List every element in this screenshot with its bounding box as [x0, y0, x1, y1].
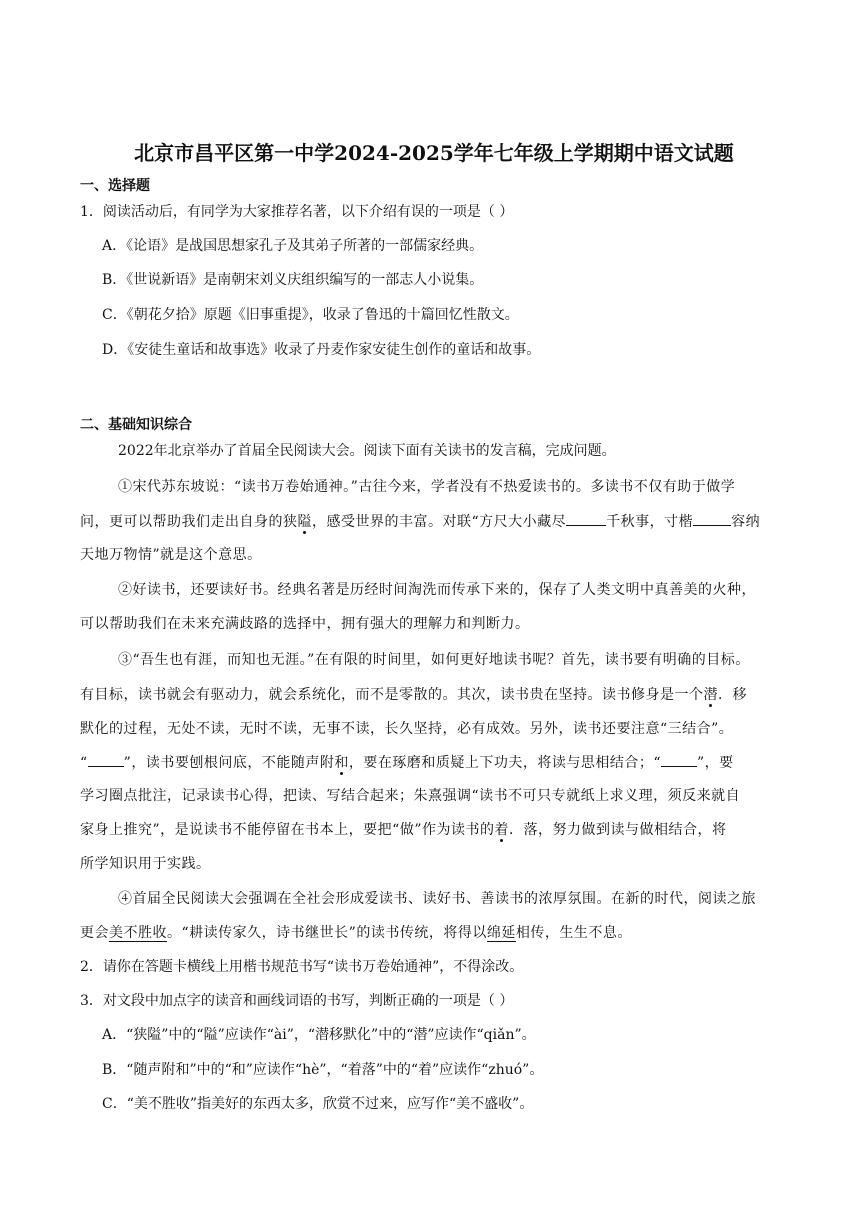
question-2-stem: 2．请你在答题卡横线上用楷书规范书写“读书万卷始通神”，不得涂改。: [80, 959, 524, 975]
passage-p3-line4: [80, 752, 788, 773]
p3-quote-open: “: [80, 755, 88, 771]
question-3-stem: 3．对文段中加点字的读音和画线词语的书写，判断正确的一项是（ ）: [80, 993, 514, 1009]
p1-text-b: ，感受世界的丰富。对联“方尺大小藏尽: [312, 514, 567, 530]
passage-p3-line2: [80, 685, 788, 705]
blank-1: [566, 511, 606, 526]
exam-title: 北京市昌平区第一中学2024-2025学年七年级上学期期中语文试题: [134, 141, 734, 165]
passage-p3-line1: ③“吾生也有涯，而知也无涯。”在有限的时间里，如何更好地读书呢？首先，读书要有明确的目标。: [118, 652, 750, 668]
q1-option-d: D．《安徒生童话和故事选》收录了丹麦作家安徒生创作的童话和故事。: [102, 342, 541, 358]
passage-p3-line6: [80, 820, 788, 840]
underlined-mianyan: 绵延: [486, 925, 516, 941]
p1-text-a: 问，更可以帮助我们走出自身的狭: [80, 514, 298, 530]
passage-p2-line2: 可以帮助我们在未来充满歧路的选择中，拥有强大的理解力和判断力。: [80, 616, 530, 632]
p3-text-f: 家身上推究”，是说读书不能停留在书本上，要把“做”作为读书的: [80, 822, 495, 838]
q1-option-a: A．《论语》是战国思想家孔子及其弟子所著的一部儒家经典。: [102, 238, 484, 254]
q3-option-b: B．“随声附和”中的“和”应读作“hè”，“着落”中的“着”应读作“zhuó”。: [102, 1062, 544, 1078]
question-1-stem: 1．阅读活动后，有同学为大家推荐名著，以下介绍有误的一项是（ ）: [80, 204, 514, 220]
blank-4: [661, 752, 697, 767]
passage-p3-line3: 默化的过程，无处不读，无时不读，无事不读，长久坚持，必有成效。另外，读书还要注意“三结合”。: [80, 721, 734, 737]
p4-text-c: 相传，生生不息。: [515, 925, 632, 941]
p3-text-b: ．移: [718, 687, 747, 703]
section-heading-basics: 二、基础知识综合: [80, 417, 192, 433]
q3-option-a: A．“狭隘”中的“隘”应读作“ài”，“潜移默化”中的“潜”应读作“qiǎn”。: [102, 1027, 536, 1043]
p4-text-a: 更会: [80, 925, 109, 941]
p4-text-b: 。“耕读传家久，诗书继世长”的读书传统，将得以: [167, 925, 487, 941]
dotted-char-he: 和: [334, 755, 349, 771]
p1-text-c: 千秋事，寸楷: [606, 514, 694, 530]
dotted-char-ai: 隘: [297, 514, 312, 530]
blank-3: [88, 752, 124, 767]
q3-option-c: C．“美不胜收”指美好的东西太多，欣赏不过来，应写作“美不盛收”。: [102, 1096, 534, 1112]
p3-text-g: ．落，努力做到读与做相结合，将: [508, 822, 727, 838]
q1-option-b: B．《世说新语》是南朝宋刘义庆组织编写的一部志人小说集。: [102, 272, 484, 288]
p3-text-e: ”，要: [697, 755, 734, 771]
dotted-char-zhuo: 着: [494, 822, 509, 838]
p3-text-c: ”，读书要刨根问底，不能随声附: [123, 755, 335, 771]
passage-p4-line2: [80, 923, 788, 943]
passage-p3-line7: 所学知识用于实践。: [80, 856, 211, 872]
passage-p2-line1: ②好读书，还要读好书。经典名著是历经时间淘洗而传承下来的，保存了人类文明中真善美的火种，: [118, 582, 756, 598]
passage-p1-line2: [80, 511, 788, 532]
p3-text-a: 有目标，读书就会有驱动力，就会系统化，而不是零散的。其次，读书贵在坚持。读书修身是一个: [80, 687, 704, 703]
section-heading-choice: 一、选择题: [80, 178, 150, 194]
passage-p4-line1: ④首届全民阅读大会强调在全社会形成爱读书、读好书、善读书的浓厚氛围。在新的时代，阅读之旅: [118, 891, 756, 907]
passage-p1-line1: ①宋代苏东坡说：“读书万卷始通神。”古往今来，学者没有不热爱读书的。多读书不仅有助于做学: [118, 479, 736, 495]
passage-p3-line5: 学习圈点批注，记录读书心得，把读、写结合起来；朱熹强调“读书不可只专就纸上求义理，须反来就自: [80, 788, 741, 804]
dotted-char-qian: 潜: [703, 687, 718, 703]
section2-intro: 2022年北京举办了首届全民阅读大会。阅读下面有关读书的发言稿，完成问题。: [118, 443, 616, 459]
q1-option-c: C．《朝花夕拾》原题《旧事重提》，收录了鲁迅的十篇回忆性散文。: [102, 307, 519, 323]
p1-text-d: 容纳: [731, 514, 761, 530]
p3-text-d: ，要在琢磨和质疑上下功夫，将读与思相结合；“: [348, 755, 661, 771]
passage-p1-line3: 天地万物情”就是这个意思。: [80, 547, 262, 563]
blank-2: [693, 511, 731, 526]
underlined-meibushengshou: 美不胜收: [109, 925, 167, 941]
